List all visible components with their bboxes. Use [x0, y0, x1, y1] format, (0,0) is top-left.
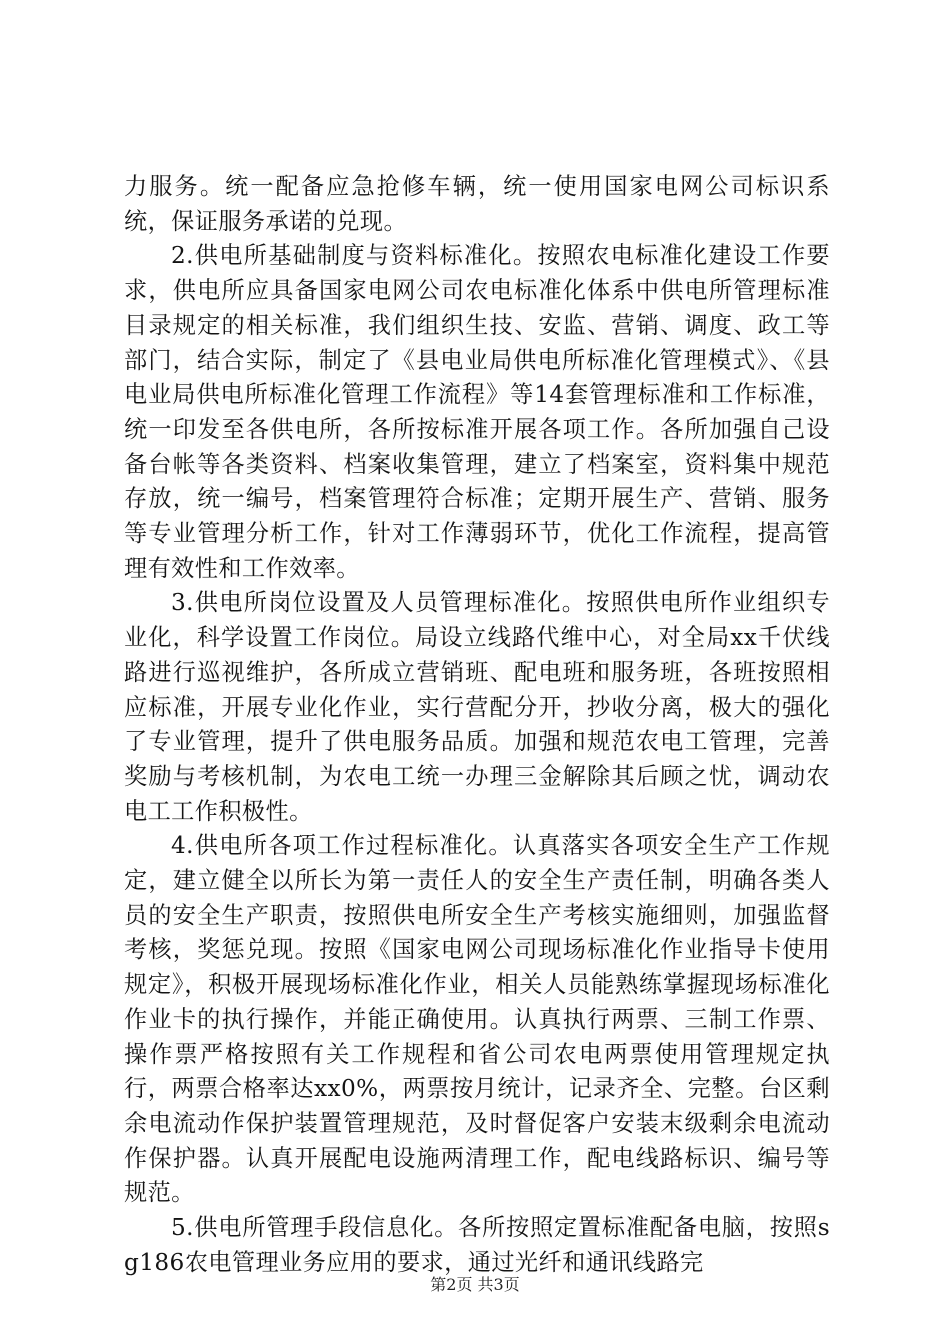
paragraph-continuation: 力服务。统一配备应急抢修车辆，统一使用国家电网公司标识系统，保证服务承诺的兑现。 — [124, 173, 830, 235]
paragraph-item-2: 2.供电所基础制度与资料标准化。按照农电标准化建设工作要求，供电所应具备国家电网公司农电标准化体系中供电所管理标准目录规定的相关标准，我们组织生技、安监、营销、调度、政工等部门，结合实际，制定了《县电业局供电所标准化管理模式》、《县电业局供电所标准化管理工作流程》等14套管理标准和工作标准，统一印发至各供电所，各所按标准开展各项工作。各所加强自己设备台帐等各类资料、档案收集管理，建立了档案室，资料集中规范存放，统一编号，档案管理符合标准；定期开展生产、营销、服务等专业管理分析工作，针对工作薄弱环节，优化工作流程，提高管理有效性和工作效率。 — [124, 242, 830, 582]
page-footer: 第2页 共3页 — [430, 1275, 520, 1294]
paragraph-item-4: 4.供电所各项工作过程标准化。认真落实各项安全生产工作规定，建立健全以所长为第一责任人的安全生产责任制，明确各类人员的安全生产职责，按照供电所安全生产考核实施细则，加强监督考核，奖惩兑现。按照《国家电网公司现场标准化作业指导卡使用规定》，积极开展现场标准化作业，相关人员能熟练掌握现场标准化作业卡的执行操作，并能正确使用。认真执行两票、三制工作票、操作票严格按照有关工作规程和省公司农电两票使用管理规定执行，两票合格率达xx0%，两票按月统计，记录齐全、完整。台区剩余电流动作保护装置管理规范，及时督促客户安装末级剩余电流动作保护器。认真开展配电设施两清理工作，配电线路标识、编号等规范。 — [124, 832, 830, 1207]
document-body — [124, 170, 830, 1281]
paragraph-item-3: 3.供电所岗位设置及人员管理标准化。按照供电所作业组织专业化，科学设置工作岗位。局设立线路代维中心，对全局xx千伏线路进行巡视维护，各所成立营销班、配电班和服务班，各班按照相应标准，开展专业化作业，实行营配分开，抄收分离，极大的强化了专业管理，提升了供电服务品质。加强和规范农电工管理，完善奖励与考核机制，为农电工统一办理三金解除其后顾之忧，调动农电工工作积极性。 — [124, 589, 830, 825]
paragraph-item-5: 5.供电所管理手段信息化。各所按照定置标准配备电脑，按照sg186农电管理业务应用的要求，通过光纤和通讯线路完 — [124, 1214, 830, 1276]
